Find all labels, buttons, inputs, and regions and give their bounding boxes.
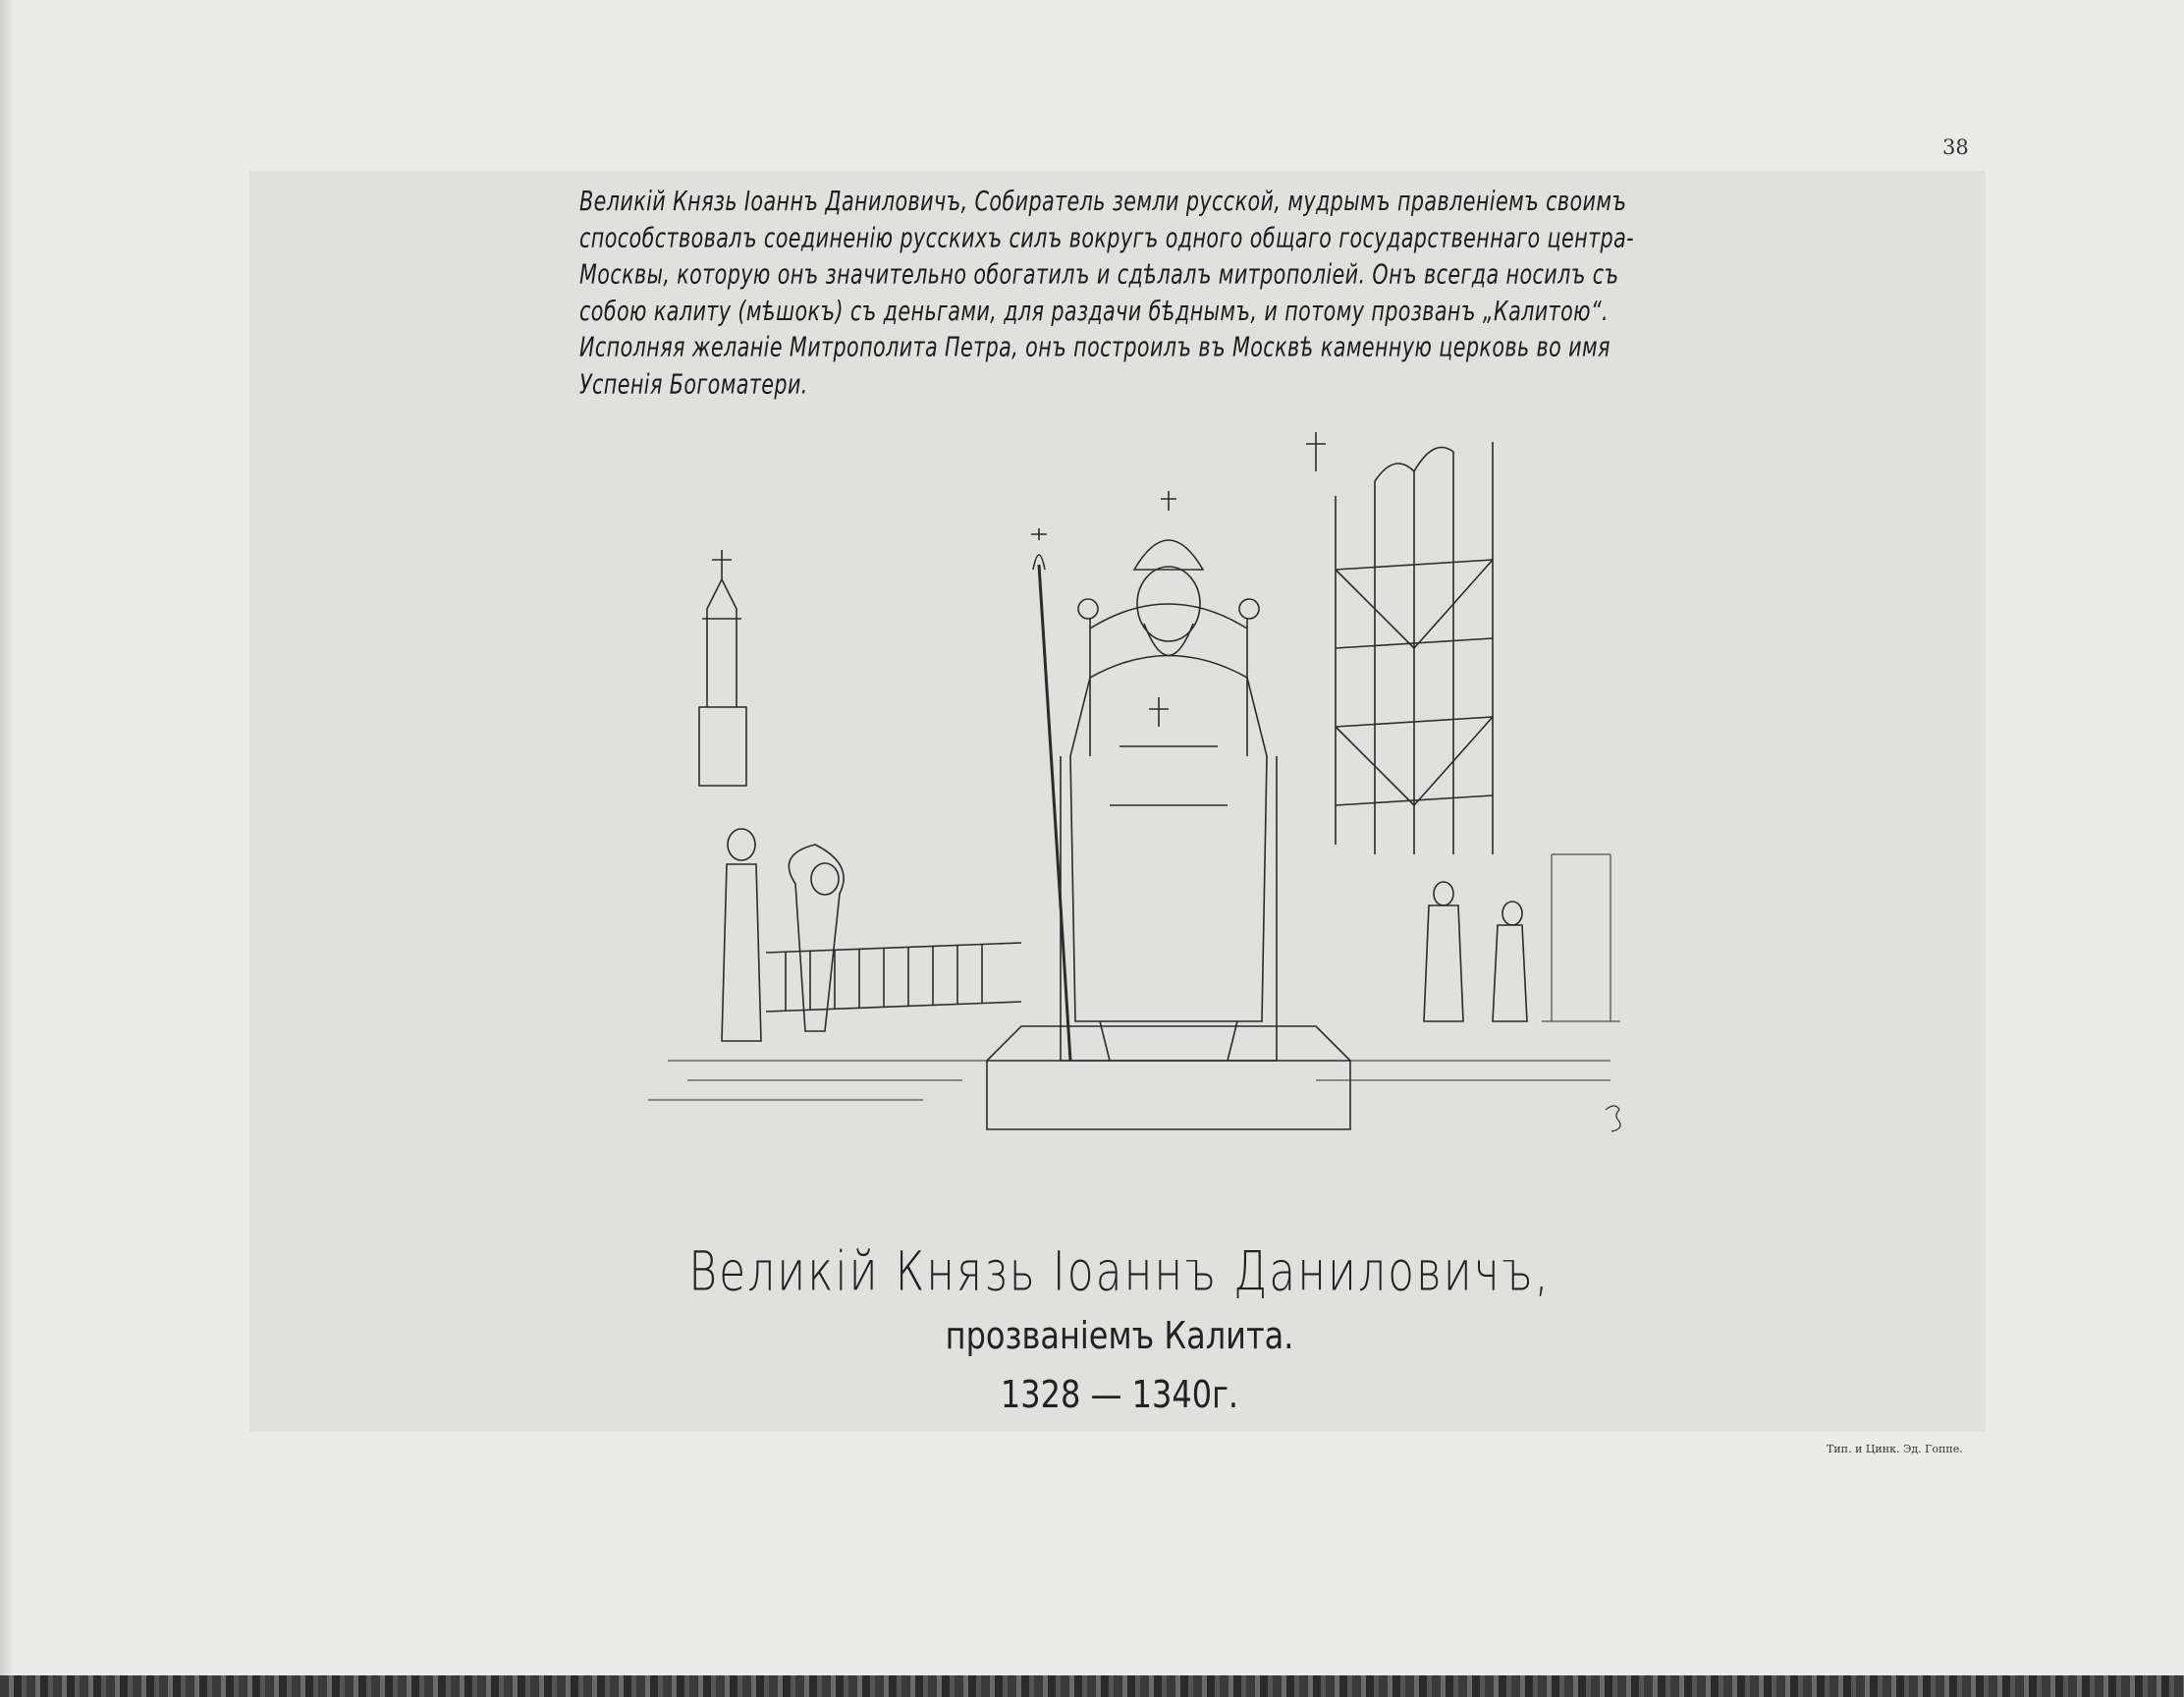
page-number: 38 <box>1942 136 1969 159</box>
printer-credit: Тип. и Цинк. Эд. Гоппе. <box>1827 1443 1963 1455</box>
title-dates: 1328 — 1340г. <box>1000 1372 1239 1417</box>
page-bottom-edge <box>0 1675 2184 1697</box>
title-block <box>570 1240 1669 1417</box>
caption-text: Великій Князь Іоаннъ Даниловичъ, Собиратель земли русской, мудрымъ правленіемъ своимъ способствовалъ соединенію русскихъ силъ вокругъ одного общаго государственнаго центра-Москвы, которую онъ значительно обогатилъ и сдѣлалъ митрополіей. Онъ всегда носилъ съ собою калиту (мѣшокъ) съ деньгами, для раздачи бѣднымъ, и потому прозванъ „Калитою“. Исполняя желаніе Митрополита Петра, онъ построилъ въ Москвѣ каменную церковь во имя Успенія Богоматери. <box>579 187 1635 400</box>
page-edge-shadow <box>0 0 14 1697</box>
engraving-illustration <box>628 432 1650 1178</box>
title-subtitle: прозваніемъ Калита. <box>945 1313 1294 1358</box>
title-main: Великій Князь Іоаннъ Даниловичъ, <box>688 1240 1551 1304</box>
